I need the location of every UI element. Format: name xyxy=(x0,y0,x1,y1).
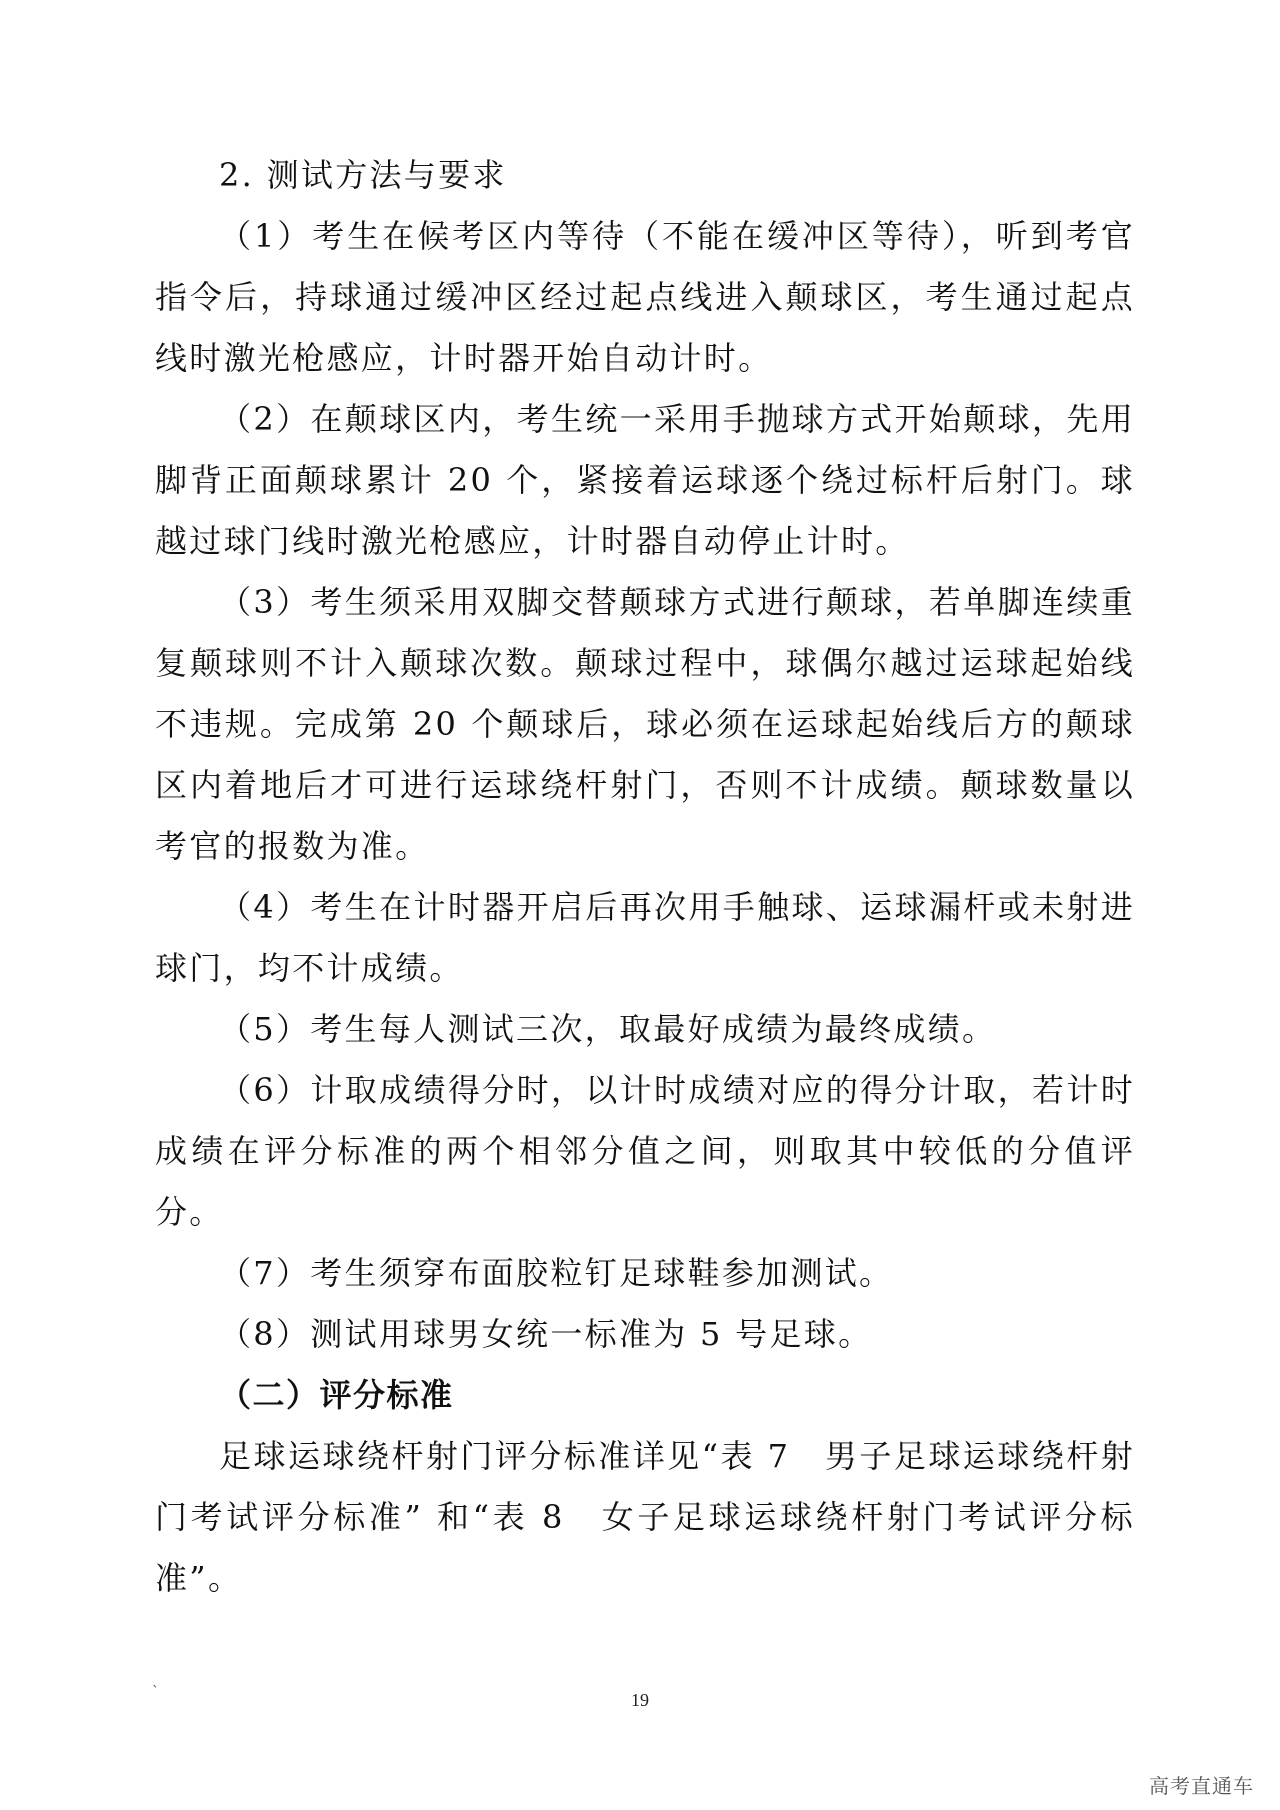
paragraph-rule-1: （1）考生在候考区内等待（不能在缓冲区等待），听到考官指令后，持球通过缓冲区经过起点线进入颠球区，考生通过起点线时激光枪感应，计时器开始自动计时。 xyxy=(155,217,1135,377)
paragraph-scoring-reference: 足球运球绕杆射门评分标准详见“表 7 男子足球运球绕杆射门考试评分标准” 和“表 8 女子足球运球绕杆射门考试评分标准”。 xyxy=(155,1437,1135,1597)
paragraph-rule-6: （6）计取成绩得分时，以计时成绩对应的得分计取，若计时成绩在评分标准的两个相邻分值之间，则取其中较低的分值评分。 xyxy=(155,1071,1135,1231)
section-heading-test-method: 2. 测试方法与要求 xyxy=(219,156,507,194)
section-heading-scoring-standard: （二）评分标准 xyxy=(219,1376,454,1414)
stray-mark: ` xyxy=(152,1684,159,1700)
paragraph-rule-7: （7）考生须穿布面胶粒钉足球鞋参加测试。 xyxy=(219,1254,894,1292)
paragraph-rule-5: （5）考生每人测试三次，取最好成绩为最终成绩。 xyxy=(219,1010,997,1048)
paragraph-rule-2: （2）在颠球区内，考生统一采用手抛球方式开始颠球，先用脚背正面颠球累计 20 个，紧接着运球逐个绕过标杆后射门。球越过球门线时激光枪感应，计时器自动停止计时。 xyxy=(155,400,1135,560)
paragraph-rule-4: （4）考生在计时器开启后再次用手触球、运球漏杆或未射进球门，均不计成绩。 xyxy=(155,888,1135,987)
page-number: 19 xyxy=(631,1690,649,1710)
watermark-text: 高考直通车 xyxy=(1149,1774,1254,1798)
paragraph-rule-3: （3）考生须采用双脚交替颠球方式进行颠球，若单脚连续重复颠球则不计入颠球次数。颠球过程中，球偶尔越过运球起始线不违规。完成第 20 个颠球后，球必须在运球起始线后方的颠球区内着地后才可进行运球绕杆射门，否则不计成绩。颠球数量以考官的报数为准。 xyxy=(155,583,1135,865)
paragraph-rule-8: （8）测试用球男女统一标准为 5 号足球。 xyxy=(219,1315,873,1353)
document-body xyxy=(155,145,1135,1609)
